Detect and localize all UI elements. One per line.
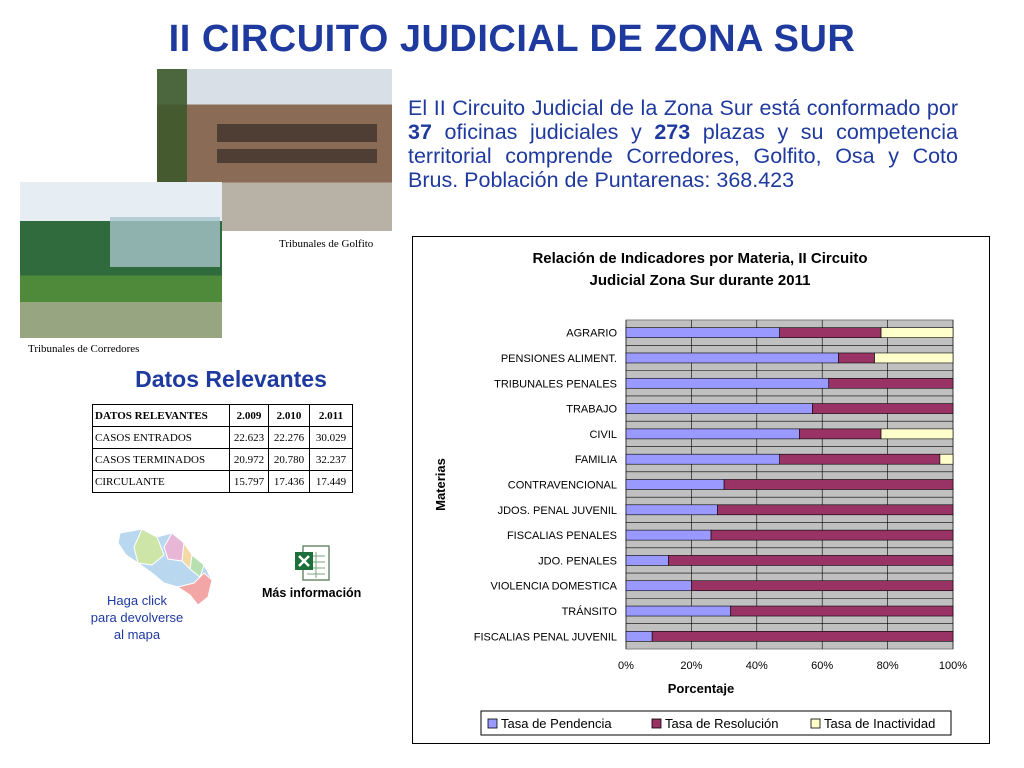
bar-tasa-de-pendencia: [626, 429, 799, 439]
category-label: CONTRAVENCIONAL: [507, 479, 617, 492]
category-label: FAMILIA: [574, 454, 617, 467]
table-row: [93, 471, 353, 493]
header-cell: DATOS RELEVANTES: [93, 405, 230, 427]
cell-value: 32.237: [310, 449, 353, 471]
row-label: CASOS TERMINADOS: [93, 449, 230, 471]
excel-file-icon[interactable]: [293, 544, 331, 582]
table-row: [93, 449, 353, 471]
legend-label: Tasa de Pendencia: [501, 716, 612, 731]
cell-value: 17.449: [310, 471, 353, 493]
legend-swatch: [811, 719, 820, 728]
offices-count: 37: [408, 120, 432, 144]
bar-tasa-de-pendencia: [626, 555, 669, 565]
indicators-chart: [412, 236, 990, 744]
bar-tasa-de-resolucion: [780, 454, 940, 464]
category-label: FISCALIAS PENALES: [506, 530, 617, 543]
bar-tasa-de-pendencia: [626, 581, 691, 591]
header-cell: 2.010: [269, 405, 310, 427]
x-tick-label: 100%: [938, 660, 968, 672]
bar-tasa-de-resolucion: [652, 631, 953, 641]
category-label: FISCALIAS PENAL JUVENIL: [473, 631, 617, 644]
bar-tasa-de-resolucion: [812, 404, 953, 414]
return-to-map-link[interactable]: Haga click para devolverse al mapa: [90, 593, 184, 642]
table-header-row: [93, 405, 353, 427]
datos-relevantes-table: [92, 404, 353, 493]
bar-tasa-de-resolucion: [829, 378, 953, 388]
row-label: CASOS ENTRADOS: [93, 427, 230, 449]
table-row: [93, 427, 353, 449]
category-label: TRABAJO: [566, 403, 617, 416]
cell-value: 17.436: [269, 471, 310, 493]
bar-tasa-de-pendencia: [626, 378, 829, 388]
row-label: CIRCULANTE: [93, 471, 230, 493]
intro-paragraph: El II Circuito Judicial de la Zona Sur está conformado por 37 oficinas judiciales y 273 plazas y su competencia territorial comprende Corredores, Golfito, Osa y Coto Brus. Población de Puntarenas: 368.423: [408, 96, 958, 192]
x-axis-label: Porcentaje: [667, 681, 735, 696]
x-tick-label: 40%: [745, 660, 768, 672]
page-title: II CIRCUITO JUDICIAL DE ZONA SUR: [168, 18, 856, 60]
corredores-caption: Tribunales de Corredores: [28, 343, 140, 355]
bar-tasa-de-pendencia: [626, 631, 652, 641]
chart-title: Judicial Zona Sur durante 2011: [589, 272, 811, 289]
header-cell: 2.011: [310, 405, 353, 427]
golfito-caption: Tribunales de Golfito: [279, 238, 374, 250]
bar-tasa-de-resolucion: [718, 505, 953, 515]
more-info-link[interactable]: Más información: [262, 586, 362, 600]
bar-tasa-de-pendencia: [626, 606, 731, 616]
bar-tasa-de-resolucion: [691, 581, 953, 591]
category-label: JDO. PENALES: [538, 555, 617, 568]
category-label: JDOS. PENAL JUVENIL: [497, 504, 617, 517]
legend-swatch: [652, 719, 661, 728]
bar-tasa-de-pendencia: [626, 454, 780, 464]
bar-tasa-de-pendencia: [626, 328, 780, 338]
cell-value: 20.780: [269, 449, 310, 471]
legend-label: Tasa de Resolución: [665, 716, 779, 731]
y-axis-label: Materias: [433, 458, 448, 511]
cell-value: 20.972: [230, 449, 269, 471]
corredores-courthouse-photo: [20, 182, 222, 338]
cell-value: 22.276: [269, 427, 310, 449]
bar-tasa-de-resolucion: [839, 353, 875, 363]
bar-tasa-de-pendencia: [626, 404, 812, 414]
x-tick-label: 60%: [811, 660, 834, 672]
category-label: TRIBUNALES PENALES: [494, 378, 617, 391]
header-cell: 2.009: [230, 405, 269, 427]
legend-label: Tasa de Inactividad: [824, 716, 936, 731]
bar-tasa-de-pendencia: [626, 353, 839, 363]
x-tick-label: 80%: [876, 660, 899, 672]
cell-value: 15.797: [230, 471, 269, 493]
positions-count: 273: [654, 120, 691, 144]
cell-value: 22.623: [230, 427, 269, 449]
bar-tasa-de-inactividad: [940, 454, 953, 464]
category-label: AGRARIO: [566, 327, 617, 340]
bar-tasa-de-resolucion: [724, 480, 953, 490]
bar-tasa-de-resolucion: [669, 555, 953, 565]
cell-value: 30.029: [310, 427, 353, 449]
bar-tasa-de-resolucion: [780, 328, 881, 338]
datos-relevantes-heading: Datos Relevantes: [135, 366, 327, 392]
legend-swatch: [488, 719, 497, 728]
bar-tasa-de-inactividad: [881, 429, 953, 439]
bar-tasa-de-resolucion: [711, 530, 953, 540]
bar-tasa-de-inactividad: [881, 328, 953, 338]
category-label: TRÁNSITO: [561, 606, 617, 619]
bar-tasa-de-resolucion: [799, 429, 881, 439]
chart-title: Relación de Indicadores por Materia, II Circuito: [532, 250, 868, 267]
bar-tasa-de-pendencia: [626, 505, 718, 515]
bar-tasa-de-pendencia: [626, 530, 711, 540]
category-label: VIOLENCIA DOMESTICA: [490, 580, 617, 593]
bar-tasa-de-resolucion: [731, 606, 953, 616]
x-tick-label: 0%: [618, 660, 634, 672]
bar-tasa-de-pendencia: [626, 480, 724, 490]
category-label: PENSIONES ALIMENT.: [500, 352, 617, 365]
indicators-chart-svg: [413, 237, 989, 743]
x-tick-label: 20%: [680, 660, 703, 672]
category-label: CIVIL: [589, 428, 617, 441]
bar-tasa-de-inactividad: [875, 353, 953, 363]
